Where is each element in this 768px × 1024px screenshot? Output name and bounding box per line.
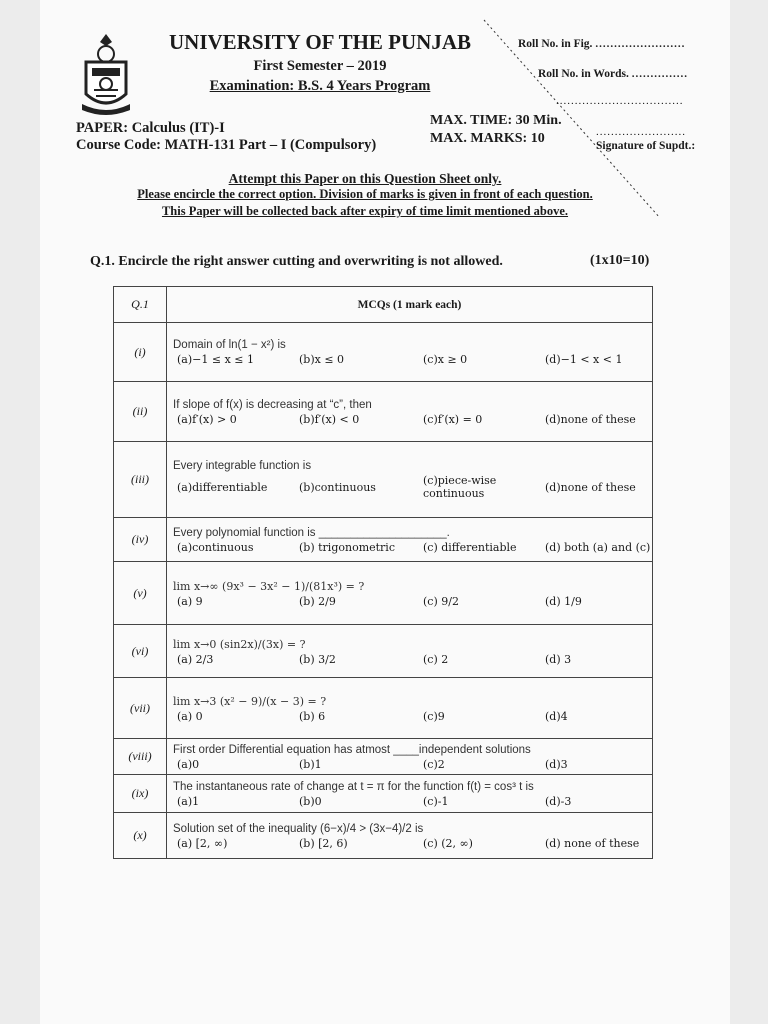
option-d[interactable]: (d)−1 < x < 1	[545, 353, 623, 366]
option-c[interactable]: (c) 2	[423, 652, 449, 666]
option-a[interactable]: (a)0	[177, 757, 200, 771]
question-1-title: Q.1. Encircle the right answer cutting and overwriting is not allowed.	[90, 254, 503, 269]
option-a[interactable]: (a)continuous	[177, 540, 254, 554]
table-row	[114, 442, 653, 518]
question-text: lim x→∞ (9x³ − 3x² − 1)/(81x³) = ?	[173, 579, 365, 593]
semester-line: First Semester – 2019	[253, 58, 387, 74]
option-c[interactable]: (c)f′(x) = 0	[423, 412, 483, 426]
option-b[interactable]: (b)f′(x) < 0	[299, 412, 360, 426]
question-text: Every polynomial function is ____________________.	[173, 526, 450, 539]
option-b[interactable]: (b)0	[299, 794, 322, 808]
question-text: lim x→0 (sin2x)/(3x) = ?	[173, 637, 306, 651]
roll-words-continuation-line[interactable]: ..................................	[556, 95, 684, 107]
mcq-table	[113, 286, 653, 859]
signature-line[interactable]: ........................	[596, 126, 686, 138]
question-text: If slope of f(x) is decreasing at “c”, then	[173, 398, 372, 411]
question-number: (iv)	[114, 518, 167, 562]
table-row	[114, 518, 653, 562]
option-c[interactable]: (c)piece-wise continuous	[423, 474, 497, 500]
header-question-number: Q.1	[114, 287, 167, 323]
instruction-attempt: Attempt this Paper on this Question Sheet only.	[228, 171, 502, 186]
option-c[interactable]: (c) (2, ∞)	[423, 836, 473, 850]
option-d[interactable]: (d) 3	[545, 652, 572, 666]
option-d[interactable]: (d)none of these	[545, 412, 636, 426]
option-d[interactable]: (d)4	[545, 709, 568, 723]
question-cell	[167, 813, 653, 859]
options-row	[167, 793, 652, 809]
options-row	[167, 835, 652, 851]
roll-number-words-field[interactable]: Roll No. in Words. ...............	[538, 68, 688, 80]
option-a[interactable]: (a) 9	[177, 594, 203, 608]
table-row	[114, 813, 653, 859]
option-b[interactable]: (b) 2/9	[299, 594, 336, 608]
question-text: Domain of ln(1 − x²) is	[173, 339, 286, 351]
option-a[interactable]: (a)differentiable	[177, 480, 268, 494]
table-row	[114, 382, 653, 442]
option-c[interactable]: (c)x ≥ 0	[423, 353, 468, 366]
question-cell	[167, 678, 653, 739]
question-cell	[167, 382, 653, 442]
option-b[interactable]: (b) 3/2	[299, 652, 336, 666]
course-code: Course Code: MATH-131 Part – I (Compulsory)	[76, 137, 377, 153]
signature-label: Signature of Supdt.:	[596, 140, 696, 152]
question-number: (iii)	[114, 442, 167, 518]
option-b[interactable]: (b)1	[299, 757, 322, 771]
question-cell	[167, 625, 653, 678]
option-a[interactable]: (a)−1 ≤ x ≤ 1	[177, 353, 254, 366]
options-row	[167, 411, 652, 427]
instruction-encircle: Please encircle the correct option. Division of marks is given in front of each question.	[137, 187, 593, 201]
table-row	[114, 678, 653, 739]
header-title: MCQs (1 mark each)	[167, 287, 653, 323]
university-name: UNIVERSITY OF THE PUNJAB	[168, 30, 472, 54]
question-text: Every integrable function is	[173, 460, 312, 472]
university-crest-logo	[78, 32, 134, 116]
option-a[interactable]: (a) 0	[177, 709, 203, 723]
option-b[interactable]: (b) 6	[299, 709, 326, 723]
option-b[interactable]: (b)x ≤ 0	[299, 353, 345, 366]
option-d[interactable]: (d) 1/9	[545, 594, 582, 608]
options-row	[167, 651, 652, 667]
question-number: (i)	[114, 323, 167, 382]
option-a[interactable]: (a)f′(x) > 0	[177, 412, 237, 426]
option-d[interactable]: (d) none of these	[545, 836, 640, 850]
question-number: (viii)	[114, 739, 167, 775]
options-row	[167, 593, 652, 609]
question-cell	[167, 323, 653, 382]
question-cell	[167, 562, 653, 625]
option-b[interactable]: (b) trigonometric	[299, 540, 395, 554]
options-row	[167, 351, 652, 367]
option-d[interactable]: (d)-3	[545, 794, 572, 808]
max-time: MAX. TIME: 30 Min.	[430, 113, 562, 128]
question-1-marks: (1x10=10)	[590, 253, 650, 268]
question-number: (ii)	[114, 382, 167, 442]
options-row	[167, 756, 652, 772]
question-number: (vi)	[114, 625, 167, 678]
option-d[interactable]: (d)none of these	[545, 480, 636, 494]
question-number: (ix)	[114, 775, 167, 813]
option-c[interactable]: (c) differentiable	[423, 540, 517, 554]
option-c[interactable]: (c) 9/2	[423, 594, 459, 608]
paper-title: PAPER: Calculus (IT)-I	[76, 120, 225, 136]
option-d[interactable]: (d)3	[545, 757, 568, 771]
option-a[interactable]: (a) [2, ∞)	[177, 836, 228, 850]
table-row	[114, 562, 653, 625]
examination-line: Examination: B.S. 4 Years Program	[209, 78, 431, 94]
question-number: (x)	[114, 813, 167, 859]
options-row	[167, 539, 652, 555]
option-c[interactable]: (c)-1	[423, 794, 449, 808]
table-row	[114, 323, 653, 382]
question-text: First order Differential equation has atmost ____independent solutions	[173, 743, 531, 756]
option-b[interactable]: (b)continuous	[299, 480, 376, 494]
question-text: lim x→3 (x² − 9)/(x − 3) = ?	[173, 694, 327, 708]
table-row	[114, 739, 653, 775]
roll-number-figure-field[interactable]: Roll No. in Fig. ........................	[518, 38, 686, 50]
question-cell	[167, 442, 653, 518]
question-text: Solution set of the inequality (6−x)/4 > (3x−4)/2 is	[173, 822, 424, 835]
question-number: (vii)	[114, 678, 167, 739]
instruction-collected: This Paper will be collected back after expiry of time limit mentioned above.	[161, 204, 569, 218]
question-cell	[167, 775, 653, 813]
question-number: (v)	[114, 562, 167, 625]
table-row	[114, 625, 653, 678]
table-header-row	[114, 287, 653, 323]
question-cell	[167, 739, 653, 775]
options-row	[167, 708, 652, 724]
question-cell	[167, 518, 653, 562]
options-row	[167, 472, 652, 501]
option-a[interactable]: (a) 2/3	[177, 652, 214, 666]
option-b[interactable]: (b) [2, 6)	[299, 836, 348, 850]
max-marks: MAX. MARKS: 10	[430, 131, 545, 146]
option-c[interactable]: (c)2	[423, 757, 445, 771]
option-c[interactable]: (c)9	[423, 709, 445, 723]
option-d[interactable]: (d) both (a) and (c)	[545, 540, 651, 554]
table-row	[114, 775, 653, 813]
option-a[interactable]: (a)1	[177, 794, 200, 808]
question-text: The instantaneous rate of change at t = π for the function f(t) = cos³ t is	[173, 780, 534, 793]
